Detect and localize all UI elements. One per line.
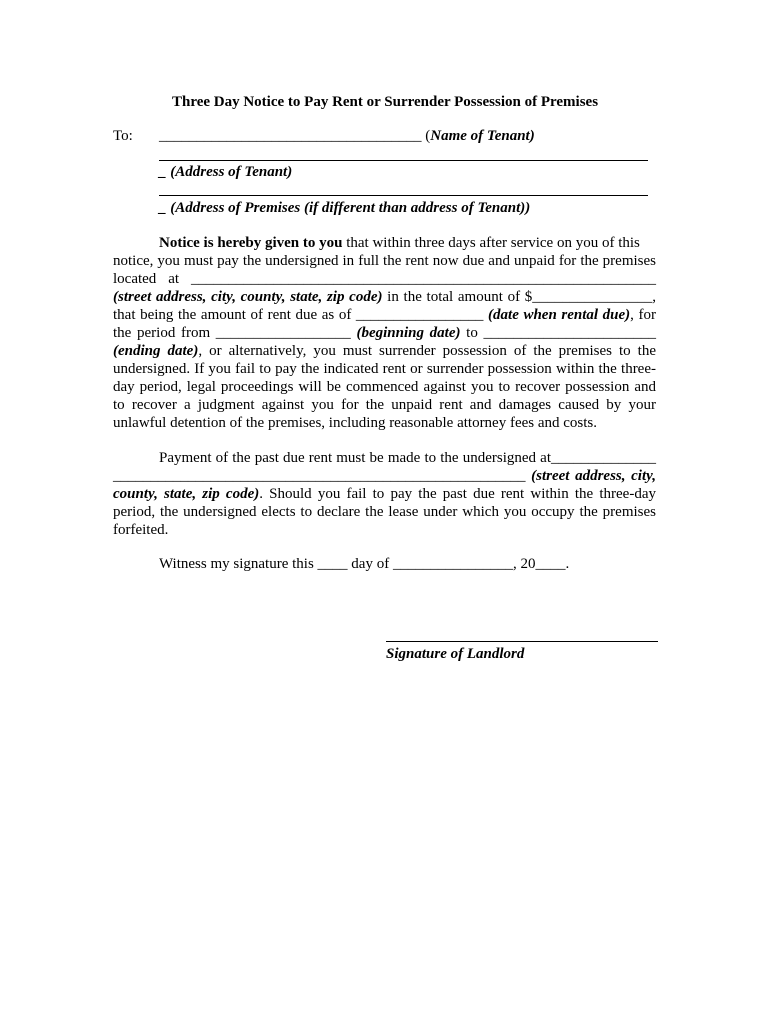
notice-line-6-b: to _______________________	[460, 325, 657, 341]
notice-line-7-em: (ending date)	[113, 343, 199, 359]
notice-line-3: located at ______________________________________________________________	[113, 271, 656, 287]
tenant-address-prefix: _	[159, 164, 171, 180]
notice-line-1: that within three days after service on you of this	[342, 235, 640, 251]
notice-line-5-em: (date when rental due)	[488, 307, 631, 323]
notice-line-4-em: (street address, city, county, state, zip code)	[113, 289, 383, 305]
notice-line-10: to recover a judgment against you for the unpaid rent and damages caused by your	[113, 397, 656, 413]
notice-line-7	[113, 342, 656, 360]
payment-line-3-text: . Should you fail to pay the past due rent within the three-day	[259, 486, 656, 502]
payment-paragraph	[113, 449, 656, 539]
notice-line-4-text: in the total amount of $________________,	[382, 289, 657, 305]
notice-line-6	[113, 324, 656, 342]
premises-address-field	[159, 200, 530, 217]
payment-line-4: period, the undersigned elects to declare the lease under which you occupy the premises	[113, 504, 656, 520]
payment-line-2	[113, 467, 656, 485]
notice-line-2: notice, you must pay the undersigned in full the rent now due and unpaid for the premises	[113, 253, 656, 269]
payment-line-2-text: _______________________________________________________	[113, 468, 532, 484]
tenant-name-blank: ___________________________________ (	[159, 128, 431, 144]
premises-address-prefix: _	[159, 200, 171, 216]
tenant-address-line	[159, 160, 648, 161]
tenant-address-label: (Address of Tenant)	[170, 164, 293, 180]
notice-line-5	[113, 306, 656, 324]
signature-label: Signature of Landlord	[386, 646, 525, 662]
payment-line-5: forfeited.	[113, 522, 169, 538]
notice-line-8: undersigned. If you fail to pay the indicated rent or surrender possession within the three-	[113, 361, 656, 377]
notice-line-11: unlawful detention of the premises, including reasonable attorney fees and costs.	[113, 415, 598, 431]
tenant-address-field	[159, 164, 292, 181]
notice-line-7-text: , or alternatively, you must surrender possession of the premises to the	[198, 343, 657, 359]
notice-paragraph	[113, 234, 656, 432]
notice-line-4	[113, 288, 656, 306]
notice-line-6-a: the period from __________________	[113, 325, 357, 341]
notice-line-5-b: , for	[630, 307, 656, 323]
page-title: Three Day Notice to Pay Rent or Surrender Possession of Premises	[171, 94, 599, 110]
premises-address-line	[159, 195, 648, 196]
payment-line-1: Payment of the past due rent must be made to the undersigned at______________	[159, 450, 656, 466]
tenant-name-label: Name of Tenant)	[430, 128, 535, 144]
premises-address-label: (Address of Premises (if different than address of Tenant))	[170, 200, 531, 216]
notice-lead: Notice is hereby given to you	[159, 235, 343, 251]
tenant-name-field	[159, 128, 535, 145]
notice-line-6-em: (beginning date)	[356, 325, 461, 341]
payment-line-3	[113, 485, 656, 503]
notice-line-9: day period, legal proceedings will be commenced against you to recover possession and	[113, 379, 656, 395]
payment-line-3-em: county, state, zip code)	[113, 486, 260, 502]
notice-line-5-a: that being the amount of rent due as of _________________	[113, 307, 489, 323]
to-label: To:	[113, 128, 133, 144]
payment-line-2-em: (street address, city,	[531, 468, 656, 484]
witness-line: Witness my signature this ____ day of ________________, 20____.	[159, 556, 570, 572]
signature-line	[386, 641, 658, 642]
